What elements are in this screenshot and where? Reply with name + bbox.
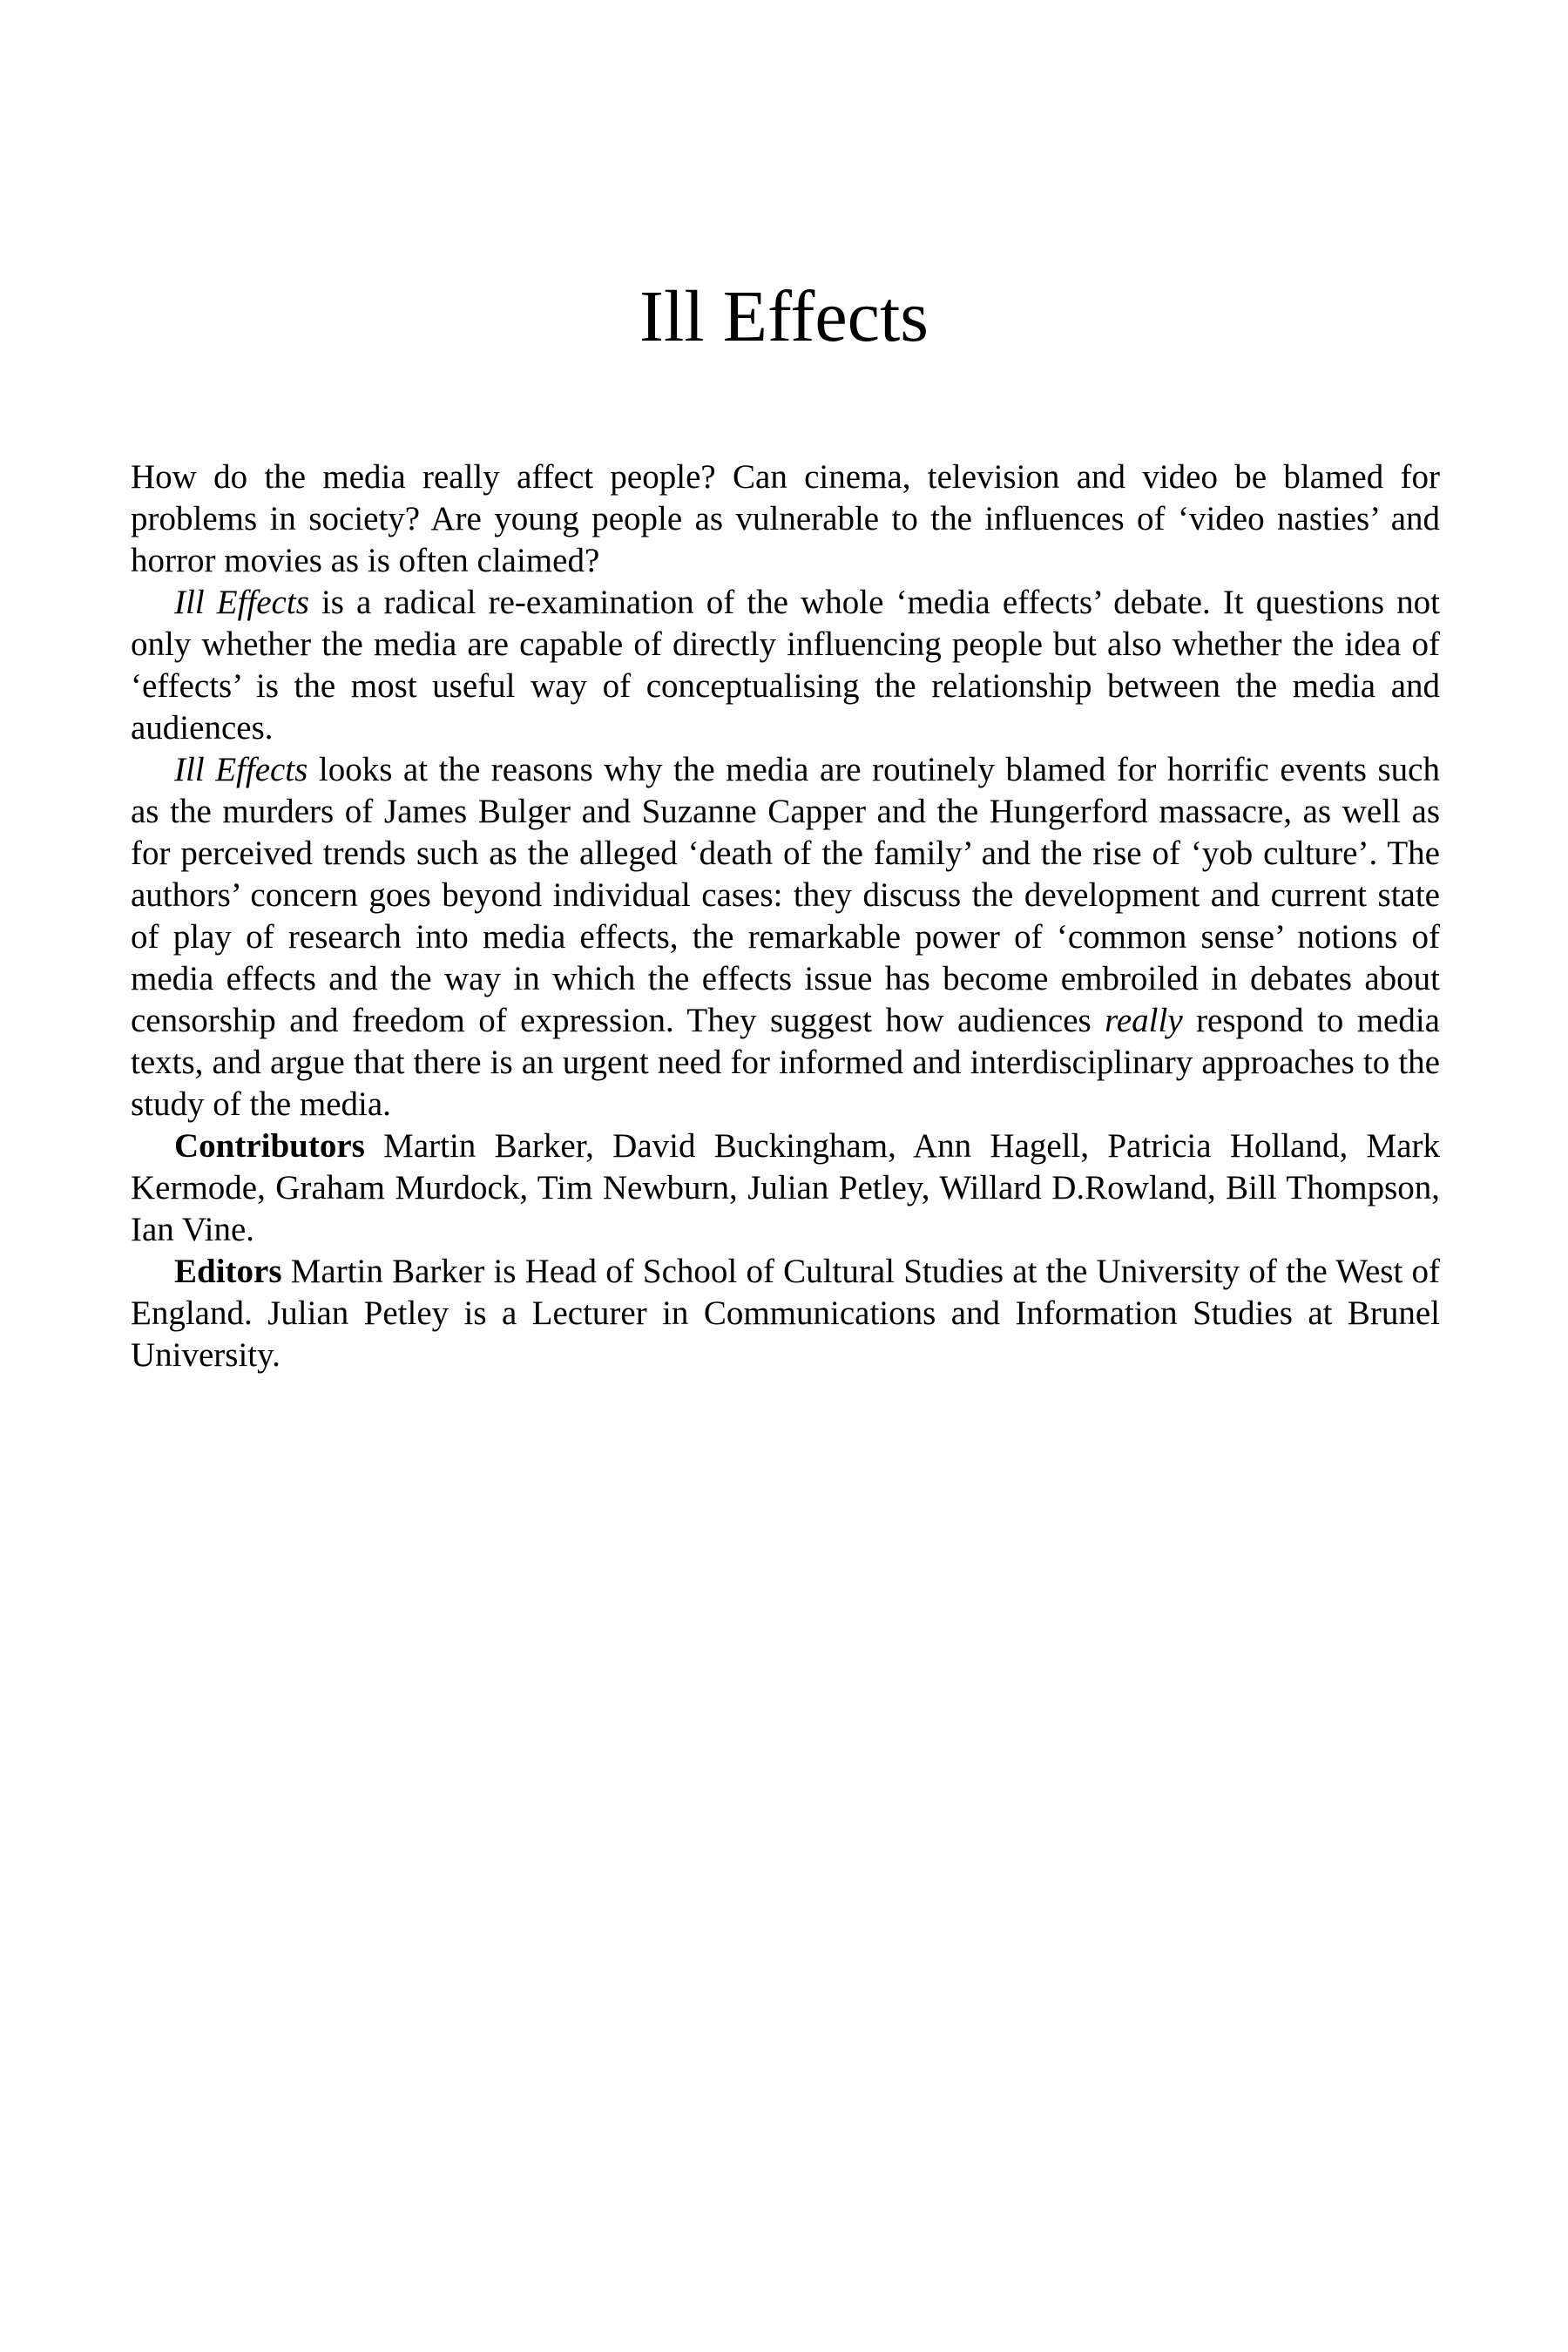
detail-text-after: respond to media texts, and argue that there is an urgent need for informed and interdisciplinary approaches to the study of the media. [131, 1002, 1440, 1123]
blurb-paragraph-intro: How do the media really affect people? Can cinema, television and video be blamed for problems in society? Are young people as vulnerable to the influences of ‘video nasties’ and horror movies as is often claimed? [131, 458, 1440, 579]
contributors-list: Martin Barker, David Buckingham, Ann Hagell, Patricia Holland, Mark Kermode, Graham Murdock, Tim Newburn, Julian Petley, Willard D.Rowland, Bill Thompson, Ian Vine. [131, 1127, 1440, 1248]
emphasis-really: really [1105, 1002, 1183, 1039]
contributors-label: Contributors [174, 1127, 365, 1165]
overview-text: is a radical re-examination of the whole ‘media effects’ debate. It questions not only whether the media are capable of directly influencing people but also whether the idea of ‘effects’ is the most useful way of conceptualising the relationship between the media and audiences. [131, 584, 1440, 747]
editors-paragraph [131, 1251, 1440, 1376]
blurb-paragraph-overview [131, 582, 1440, 749]
blurb-paragraph-detail [131, 749, 1440, 1125]
editors-text: Martin Barker is Head of School of Cultural Studies at the University of the West of England. Julian Petley is a Lecturer in Communications and Information Studies at Brunel University. [131, 1253, 1440, 1374]
book-title: Ill Effects [639, 276, 929, 357]
book-title-italic: Ill Effects [174, 751, 308, 788]
contributors-paragraph [131, 1125, 1440, 1251]
blurb-body [131, 456, 1440, 1376]
editors-label: Editors [174, 1253, 282, 1290]
detail-text-before: looks at the reasons why the media are routinely blamed for horrific events such as the murders of James Bulger and Suzanne Capper and the Hungerford massacre, as well as for perceived trends such as the alleged ‘death of the family’ and the rise of ‘yob culture’. The authors’ concern goes beyond individual cases: they discuss the development and current state of play of research into media effects, the remarkable power of ‘common sense’ notions of media effects and the way in which the effects issue has become embroiled in debates about censorship and freedom of expression. They suggest how audiences [131, 751, 1440, 1039]
book-title-italic: Ill Effects [174, 584, 309, 621]
